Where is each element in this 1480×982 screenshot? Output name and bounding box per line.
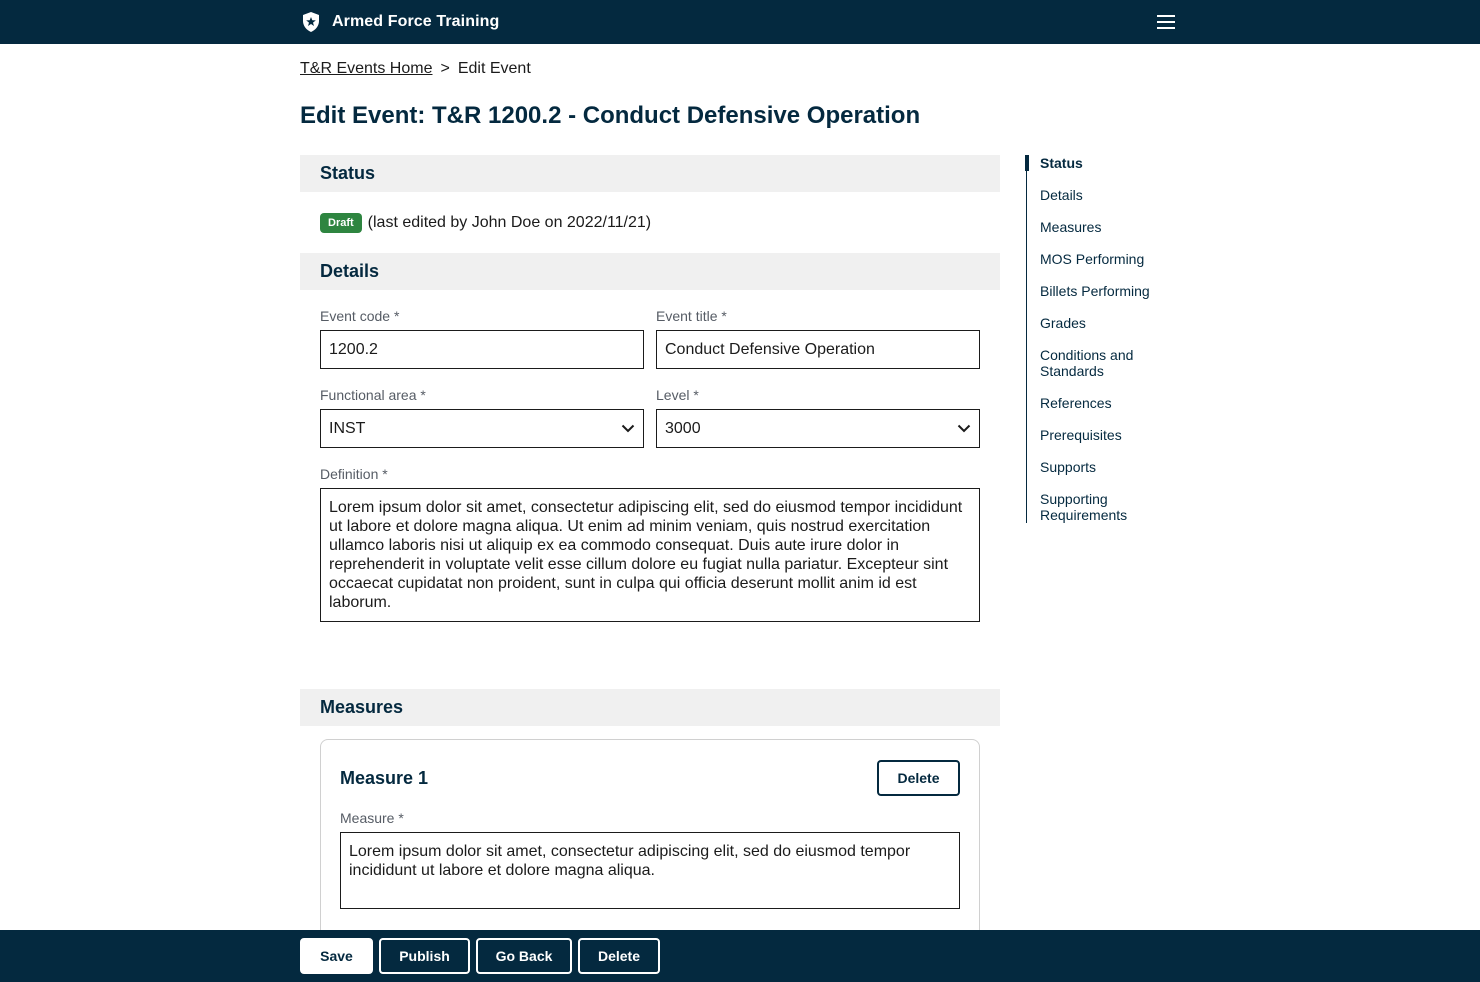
- nav-item-supporting-requirements[interactable]: Supporting Requirements: [1040, 491, 1128, 523]
- level-value: 3000: [665, 419, 701, 437]
- nav-item-conditions-standards[interactable]: Conditions and Standards: [1040, 347, 1134, 379]
- measure-label: Measure *: [340, 810, 404, 826]
- measure-textarea[interactable]: Lorem ipsum dolor sit amet, consectetur adipiscing elit, sed do eiusmod tempor incididunt ut labore et dolore magna aliqua.: [340, 832, 960, 909]
- level-label: Level *: [656, 387, 699, 403]
- functional-area-select[interactable]: [320, 409, 644, 448]
- breadcrumb: [300, 60, 531, 78]
- top-header: [0, 0, 1480, 44]
- brand-title: Armed Force Training: [332, 13, 500, 30]
- level-select[interactable]: [656, 409, 980, 448]
- chevron-down-icon: [621, 424, 635, 433]
- breadcrumb-separator: >: [440, 60, 450, 77]
- nav-item-grades[interactable]: Grades: [1040, 315, 1086, 331]
- details-section: [300, 290, 1000, 655]
- shield-star-icon: [300, 11, 322, 33]
- section-status-heading: Status: [300, 155, 1000, 192]
- delete-measure-button[interactable]: Delete: [877, 760, 960, 796]
- nav-item-supports[interactable]: Supports: [1040, 459, 1097, 475]
- hamburger-icon[interactable]: [1154, 13, 1178, 31]
- edit-form: [300, 155, 1000, 979]
- status-note: (last edited by John Doe on 2022/11/21): [367, 213, 652, 231]
- publish-button[interactable]: Publish: [379, 938, 470, 974]
- nav-item-mos-performing[interactable]: MOS Performing: [1040, 251, 1145, 267]
- nav-item-billets-performing[interactable]: Billets Performing: [1040, 283, 1150, 299]
- nav-item-details[interactable]: Details: [1040, 187, 1083, 203]
- status-row: [300, 192, 1000, 253]
- brand[interactable]: [300, 0, 499, 44]
- functional-area-value: INST: [329, 419, 366, 437]
- nav-item-measures[interactable]: Measures: [1040, 219, 1102, 235]
- functional-area-label: Functional area *: [320, 387, 426, 403]
- section-nav: [1026, 155, 1176, 523]
- event-code-input[interactable]: 1200.2: [320, 330, 644, 369]
- definition-label: Definition *: [320, 466, 388, 482]
- chevron-down-icon: [957, 424, 971, 433]
- breadcrumb-home-link[interactable]: T&R Events Home: [300, 60, 433, 77]
- active-indicator: [1025, 155, 1029, 171]
- page-title: Edit Event: T&R 1200.2 - Conduct Defensive Operation: [300, 102, 921, 129]
- event-title-input[interactable]: Conduct Defensive Operation: [656, 330, 980, 369]
- status-badge: Draft: [320, 213, 362, 233]
- section-details-heading: Details: [300, 253, 1000, 290]
- go-back-button[interactable]: Go Back: [476, 938, 572, 974]
- definition-textarea[interactable]: Lorem ipsum dolor sit amet, consectetur adipiscing elit, sed do eiusmod tempor incididunt ut labore et dolore magna aliqua. Ut enim ad minim veniam, quis nostrud exercitation ullamco laboris nisi ut aliquip ex ea commodo consequat. Duis aute irure dolor in reprehenderit in voluptate velit esse cillum dolore eu fugiat nulla pariatur. Excepteur sint occaecat cupidatat non proident, sunt in culpa qui officia deserunt mollit anim id est laborum.: [320, 488, 980, 622]
- measure-card-title: Measure 1: [340, 767, 429, 788]
- event-code-label: Event code *: [320, 308, 400, 324]
- breadcrumb-current: Edit Event: [457, 60, 531, 77]
- nav-item-references[interactable]: References: [1040, 395, 1112, 411]
- section-measures-heading: Measures: [300, 689, 1000, 726]
- nav-item-status[interactable]: Status: [1040, 155, 1083, 171]
- action-footer: [0, 930, 1480, 982]
- save-button[interactable]: Save: [300, 938, 373, 974]
- event-title-label: Event title *: [656, 308, 727, 324]
- nav-item-prerequisites[interactable]: Prerequisites: [1040, 427, 1122, 443]
- delete-button[interactable]: Delete: [578, 938, 660, 974]
